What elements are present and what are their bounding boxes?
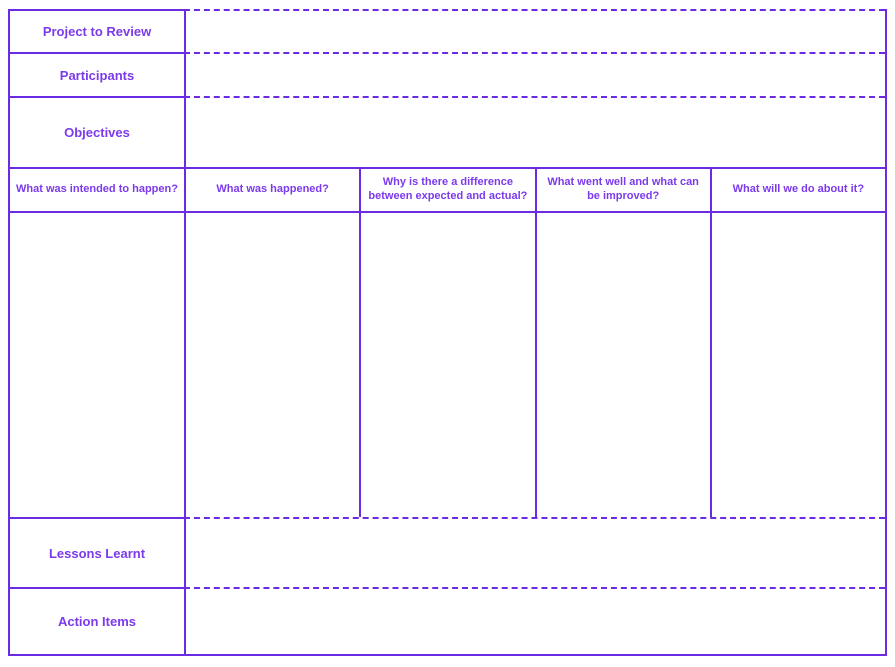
header-went-well-improved	[535, 167, 710, 211]
objectives-label	[10, 96, 184, 167]
row-objectives	[10, 96, 885, 167]
row-participants	[10, 52, 885, 96]
header-why-difference-text: Why is there a difference between expected and actual?	[368, 176, 528, 202]
lessons-learnt-label-text: Lessons Learnt	[48, 545, 146, 561]
project-to-review-label	[10, 9, 184, 52]
went-well-improved-entry-area[interactable]	[535, 211, 710, 517]
header-what-will-we-do-text: What will we do about it?	[732, 183, 865, 196]
what-happened-entry-area[interactable]	[184, 211, 359, 517]
objectives-input[interactable]	[184, 96, 885, 167]
review-entry-grid	[10, 211, 885, 517]
participants-label-text: Participants	[59, 67, 135, 83]
header-intended-to-happen-text: What was intended to happen?	[16, 183, 178, 196]
lessons-learnt-label	[10, 517, 184, 587]
row-action-items	[10, 587, 885, 654]
why-difference-entry-area[interactable]	[359, 211, 534, 517]
review-column-headers	[10, 167, 885, 211]
header-what-happened	[184, 167, 359, 211]
row-project-to-review	[10, 9, 885, 52]
intended-to-happen-entry-area[interactable]	[10, 211, 184, 517]
header-what-happened-text: What was happened?	[216, 183, 329, 196]
project-to-review-input[interactable]	[184, 9, 885, 52]
header-why-difference	[359, 167, 534, 211]
action-items-input[interactable]	[184, 587, 885, 654]
participants-input[interactable]	[184, 52, 885, 96]
action-items-label	[10, 587, 184, 654]
project-to-review-label-text: Project to Review	[42, 24, 152, 39]
project-review-table	[8, 9, 887, 656]
lessons-learnt-input[interactable]	[184, 517, 885, 587]
header-what-will-we-do	[710, 167, 885, 211]
row-lessons-learnt	[10, 517, 885, 587]
header-went-well-improved-text: What went well and what can be improved?	[547, 176, 699, 202]
action-items-label-text: Action Items	[57, 614, 136, 629]
what-will-we-do-entry-area[interactable]	[710, 211, 885, 517]
header-intended-to-happen	[10, 167, 184, 211]
objectives-label-text: Objectives	[64, 125, 130, 140]
participants-label	[10, 52, 184, 96]
